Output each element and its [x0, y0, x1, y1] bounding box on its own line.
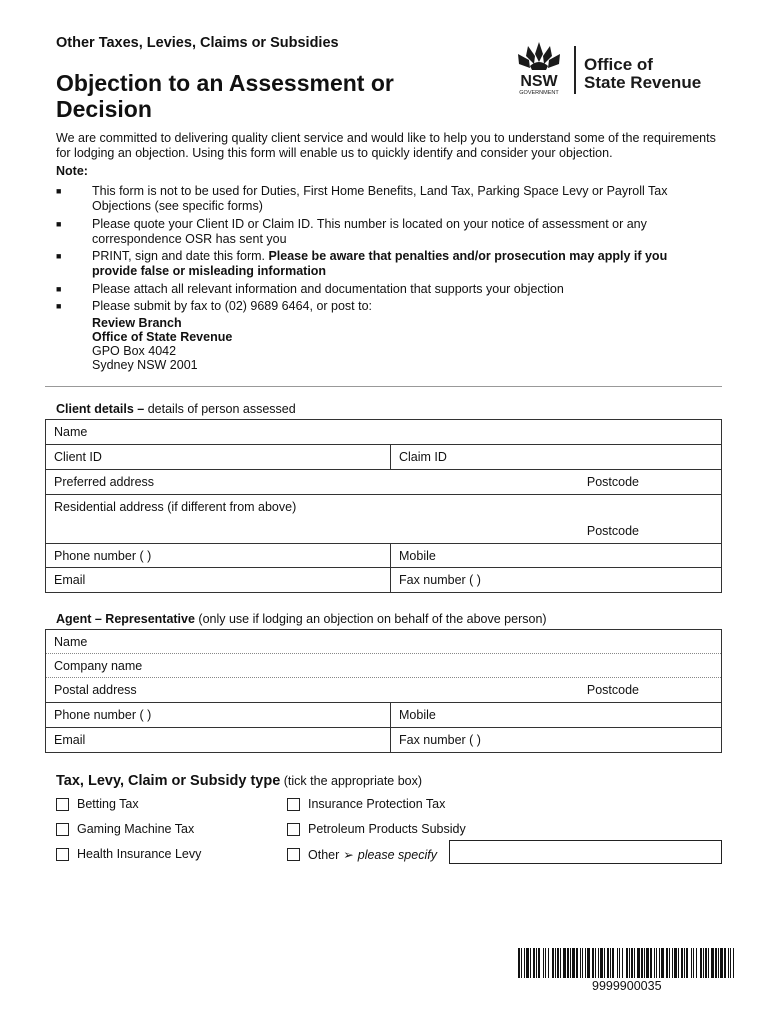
barcode-number: 9999900035	[592, 979, 662, 993]
client-mobile-field[interactable]	[390, 544, 721, 567]
please-specify-label: please specify	[357, 847, 437, 862]
barcode-bar	[560, 948, 561, 978]
barcode-bar	[607, 948, 609, 978]
barcode-bar	[617, 948, 618, 978]
logo-divider	[574, 46, 576, 94]
barcode-bar	[644, 948, 645, 978]
fax-label: Fax number ( )	[399, 573, 481, 587]
preferred-address-label: Preferred address	[54, 475, 155, 489]
option-label: Betting Tax	[77, 797, 139, 811]
address-line: Office of State Revenue	[92, 330, 233, 344]
bullet-text: Please submit by fax to (02) 9689 6464, or post to:	[92, 299, 373, 313]
barcode-bar	[622, 948, 623, 978]
bullet-text-plain: PRINT, sign and date this form.	[92, 249, 269, 263]
bullet-text: This form is not to be used for Duties, First Home Benefits, Land Tax, Parking Space Levy or Payroll Tax Objections (see specific forms)	[92, 184, 668, 213]
logo-office-text	[584, 56, 701, 92]
osr-logo	[510, 40, 720, 96]
agent-name-label: Name	[54, 635, 88, 649]
option-other[interactable]	[287, 847, 437, 862]
barcode-bar	[728, 948, 729, 978]
form-category: Other Taxes, Levies, Claims or Subsidies	[56, 35, 339, 51]
barcode-bar	[637, 948, 640, 978]
barcode-bar	[666, 948, 668, 978]
bullet-icon: ■	[56, 251, 62, 261]
agent-email-field[interactable]	[46, 728, 390, 752]
client-name-field[interactable]	[46, 420, 721, 445]
option-label: Other	[308, 847, 340, 862]
bullet-text-warning: Please be aware that penalties and/or prosecution may apply if you provide false or misleading information	[92, 249, 668, 278]
barcode-bar	[524, 948, 525, 978]
logo-office-line2: State Revenue	[584, 73, 702, 92]
option-label: Petroleum Products Subsidy	[308, 822, 466, 836]
barcode-bar	[548, 948, 549, 978]
barcode-bar	[696, 948, 697, 978]
checkbox[interactable]	[287, 823, 300, 836]
client-phone-field[interactable]	[46, 544, 390, 567]
postcode-label: Postcode	[586, 475, 639, 489]
preferred-address-field[interactable]	[46, 470, 721, 495]
option-insurance-protection-tax[interactable]	[287, 797, 445, 811]
email-label: Email	[54, 733, 86, 747]
barcode-bar	[570, 948, 571, 978]
bullet-text	[92, 249, 702, 279]
client-name-label: Name	[54, 425, 88, 439]
agent-phone-field[interactable]	[46, 703, 390, 727]
postal-address-label: Postal address	[54, 683, 137, 697]
client-details-label-bold: Client details –	[56, 402, 145, 416]
barcode-bar	[545, 948, 546, 978]
barcode-bar	[684, 948, 685, 978]
barcode-bar	[576, 948, 578, 978]
barcode-bar	[587, 948, 590, 978]
barcode-bar	[705, 948, 707, 978]
address-line: Sydney NSW 2001	[92, 358, 198, 372]
bullet-icon: ■	[56, 284, 62, 294]
barcode-bar	[711, 948, 714, 978]
page-title: Objection to an Assessment or Decision	[56, 70, 394, 122]
agent-company-field[interactable]	[46, 654, 721, 678]
claim-id-label: Claim ID	[399, 450, 447, 464]
barcode-bar	[654, 948, 655, 978]
barcode-bar	[650, 948, 652, 978]
barcode-bar	[631, 948, 633, 978]
logo-government-text: GOVERNMENT	[519, 90, 559, 96]
barcode-bar	[715, 948, 717, 978]
logo-office-line1: Office of	[584, 55, 653, 74]
type-heading-rest: (tick the appropriate box)	[280, 774, 423, 788]
bullet-icon: ■	[56, 301, 62, 311]
residential-address-field[interactable]	[46, 495, 721, 544]
mobile-label: Mobile	[399, 708, 436, 722]
option-gaming-machine-tax[interactable]	[56, 822, 194, 836]
barcode-bar	[604, 948, 605, 978]
client-email-row	[46, 568, 721, 592]
checkbox[interactable]	[56, 848, 69, 861]
barcode-bar	[533, 948, 535, 978]
type-section-heading	[56, 773, 422, 789]
client-details-label-rest: details of person assessed	[144, 402, 296, 416]
barcode-bar	[543, 948, 544, 978]
barcode-bar	[659, 948, 660, 978]
barcode-bar	[526, 948, 529, 978]
barcode-bar	[552, 948, 554, 978]
barcode-bar	[634, 948, 635, 978]
agent-fax-field[interactable]	[390, 728, 721, 752]
option-label: Insurance Protection Tax	[308, 797, 446, 811]
mobile-label: Mobile	[399, 549, 436, 563]
section-divider	[45, 386, 722, 387]
barcode-bar	[700, 948, 702, 978]
agent-mobile-field[interactable]	[390, 703, 721, 727]
option-health-insurance-levy[interactable]	[56, 847, 201, 861]
barcode-bar	[669, 948, 670, 978]
agent-email-row	[46, 728, 721, 752]
checkbox[interactable]	[287, 848, 300, 861]
option-betting-tax[interactable]	[56, 797, 139, 811]
barcode-bar	[582, 948, 583, 978]
barcode-bar	[610, 948, 611, 978]
arrow-right-icon: ➢	[343, 848, 354, 862]
barcode-bar	[691, 948, 692, 978]
agent-name-field[interactable]	[46, 630, 721, 654]
email-label: Email	[54, 573, 86, 587]
barcode-bar	[555, 948, 556, 978]
bullet-icon: ■	[56, 219, 62, 229]
logo-nsw-text: NSW	[520, 73, 558, 90]
barcode-bar	[585, 948, 586, 978]
note-label: Note:	[56, 164, 88, 178]
barcode-bar	[567, 948, 569, 978]
barcode-bar	[557, 948, 559, 978]
option-petroleum-products-subsidy[interactable]	[287, 822, 466, 836]
barcode-bar	[530, 948, 531, 978]
barcode-bar	[592, 948, 594, 978]
barcode-bar	[563, 948, 566, 978]
company-name-label: Company name	[54, 659, 143, 673]
postal-address	[92, 316, 232, 372]
barcode-bar	[518, 948, 520, 978]
intro-text: We are committed to delivering quality client service and would like to help you to understand some of the requirements for lodging an objection. Using this form will enable us to quickly identify and consider your objection.	[56, 131, 716, 160]
client-email-field[interactable]	[46, 568, 390, 592]
option-label: Health Insurance Levy	[77, 847, 202, 861]
postcode-label: Postcode	[586, 524, 639, 538]
barcode-bar	[703, 948, 704, 978]
other-specify-input[interactable]	[449, 840, 722, 864]
barcode-bar	[733, 948, 734, 978]
client-id-row	[46, 445, 721, 470]
bullet-text: Please attach all relevant information and documentation that supports your objection	[92, 282, 564, 296]
postcode-label: Postcode	[586, 683, 639, 697]
barcode-bar	[708, 948, 709, 978]
type-heading-bold: Tax, Levy, Claim or Subsidy type	[56, 773, 281, 789]
barcode-bar	[718, 948, 719, 978]
agent-postal-address-field[interactable]	[46, 678, 721, 703]
agent-details-form	[45, 629, 722, 753]
barcode-bar	[678, 948, 679, 978]
barcode-bar	[619, 948, 620, 978]
checkbox[interactable]	[56, 798, 69, 811]
address-line: Review Branch	[92, 316, 182, 330]
bullet-text: Please quote your Client ID or Claim ID. This number is located on your notice of assessment or any correspondence OSR has sent you	[92, 217, 647, 246]
barcode-bar	[686, 948, 688, 978]
option-label: Gaming Machine Tax	[77, 822, 195, 836]
agent-details-label-rest: (only use if lodging an objection on behalf of the above person)	[194, 612, 547, 626]
client-details-form	[45, 419, 722, 593]
barcode-bar	[536, 948, 537, 978]
barcode-bar	[656, 948, 657, 978]
barcode-icon	[518, 948, 734, 978]
nsw-waratah-logo-icon	[510, 40, 568, 96]
phone-label: Phone number ( )	[54, 708, 152, 722]
client-phone-row	[46, 544, 721, 568]
barcode-bar	[730, 948, 731, 978]
barcode-bar	[538, 948, 540, 978]
barcode-bar	[641, 948, 643, 978]
barcode-bar	[626, 948, 628, 978]
barcode-bar	[612, 948, 614, 978]
phone-label: Phone number ( )	[54, 549, 152, 563]
barcode-bar	[580, 948, 581, 978]
address-line: GPO Box 4042	[92, 344, 177, 358]
barcode-bar	[629, 948, 630, 978]
barcode-bar	[572, 948, 575, 978]
checkbox[interactable]	[287, 798, 300, 811]
barcode-bar	[521, 948, 522, 978]
bullet-icon: ■	[56, 186, 62, 196]
agent-phone-row	[46, 703, 721, 728]
client-details-label	[56, 402, 296, 416]
agent-details-label-bold: Agent – Representative	[56, 612, 195, 626]
barcode-bar	[646, 948, 649, 978]
agent-details-label	[56, 612, 547, 626]
residential-address-label: Residential address (if different from above)	[54, 500, 297, 514]
fax-label: Fax number ( )	[399, 733, 481, 747]
barcode-bar	[724, 948, 726, 978]
barcode-bar	[595, 948, 596, 978]
barcode-bar	[661, 948, 664, 978]
client-fax-field[interactable]	[390, 568, 721, 592]
barcode-bar	[600, 948, 603, 978]
barcode-bar	[681, 948, 683, 978]
barcode-bar	[693, 948, 694, 978]
client-id-field[interactable]	[46, 445, 390, 469]
barcode-bar	[598, 948, 599, 978]
client-id-label: Client ID	[54, 450, 102, 464]
claim-id-field[interactable]	[390, 445, 721, 469]
barcode-bar	[672, 948, 673, 978]
barcode-bar	[674, 948, 677, 978]
barcode-bar	[720, 948, 723, 978]
checkbox[interactable]	[56, 823, 69, 836]
